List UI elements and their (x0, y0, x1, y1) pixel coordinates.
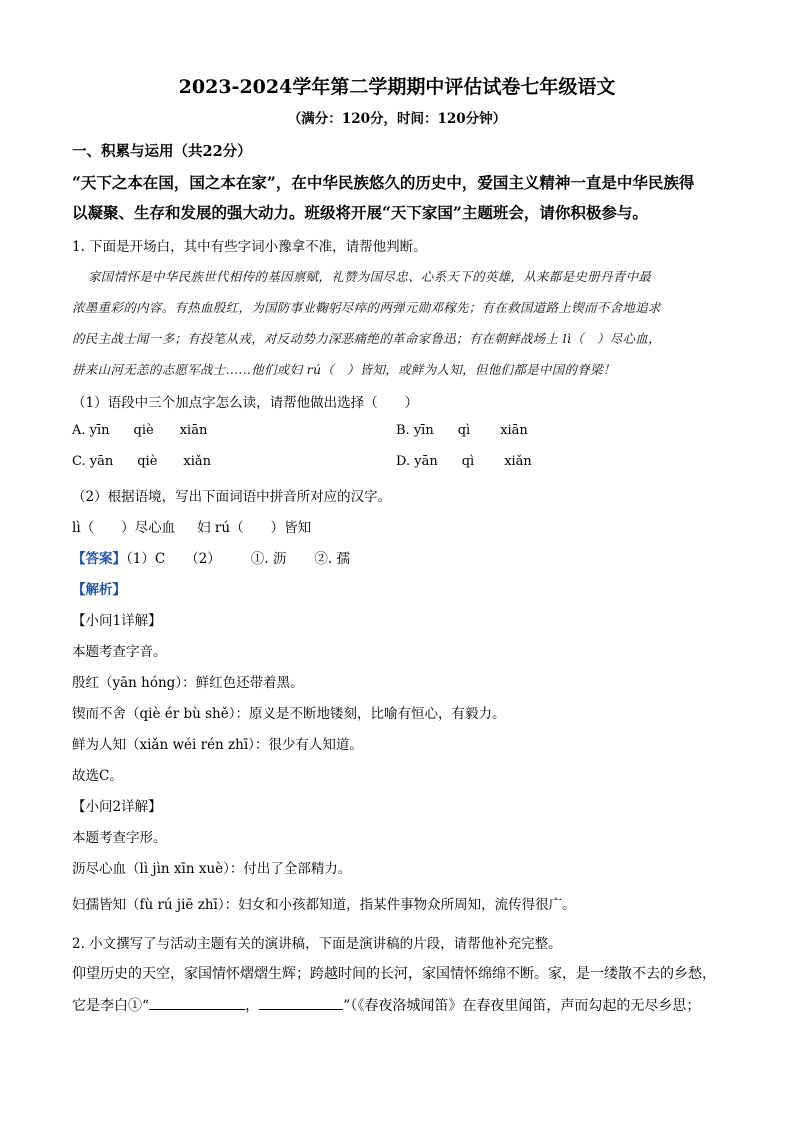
fill-blank-b: 妇 rú（ ）皆知 (197, 520, 312, 536)
speech-line-blanks: 它是李白①“ ， ”（《春夜洛城闻笛》在春夜里闻笛，声而勾起的无尽乡思； (72, 995, 700, 1015)
analysis-q1-head: 【小问1详解】 (72, 613, 162, 629)
exam-info: （满分：120分，时间：120分钟） (287, 111, 507, 127)
page-title: 2023-2024学年第二学期期中评估试卷七年级语文 (178, 76, 616, 98)
question-1-sub-2: （2）根据语境，写出下面词语中拼音所对应的汉字。 (72, 489, 392, 505)
option-d: D. yān qì xiǎn (396, 454, 532, 469)
analysis-line: 本题考查字形。 (72, 830, 167, 846)
analysis-line: 故选C。 (72, 768, 123, 784)
option-b: B. yīn qì xiān (396, 423, 528, 438)
passage-line: 浓墨重彩的内容。有热血殷红，为国防事业鞠躬尽瘁的两弹元勋邓稼先；有在救国道路上锲而不舍地追求 (72, 300, 661, 315)
passage-line: 的民主战士闻一多；有投笔从戎，对反动势力深恶痛绝的革命家鲁迅；有在朝鲜战场上 lì（ ）尽心血， (72, 331, 661, 346)
blank-1[interactable] (149, 995, 245, 1010)
analysis-line: 殷红（yān hóng）：鲜红色还带着黑。 (72, 675, 304, 691)
analysis-line: 本题考查字音。 (72, 644, 167, 660)
analysis-line: 妇孺皆知（fù rú jiē zhī）：妇女和小孩都知道，指某件事物众所周知，流传得很广。 (72, 897, 576, 913)
fill-blank-a: lì（ ）尽心血 (72, 520, 176, 536)
question-1-sub-1: （1）语段中三个加点字怎么读，请帮他做出选择（ ） (72, 395, 419, 411)
analysis-line: 沥尽心血（lì jìn xīn xuè）：付出了全部精力。 (72, 861, 352, 877)
question-2-stem: 2. 小文撰写了与活动主题有关的演讲稿，下面是演讲稿的片段，请帮他补充完整。 (72, 936, 562, 952)
blank-2[interactable] (259, 995, 343, 1010)
analysis-tag: 【解析】 (72, 582, 126, 598)
answer-line: 【答案】（1）C （2） ①. 沥 ②. 孺 (72, 551, 350, 567)
passage-line: 拼来山河无恙的志愿军战士……他们或妇 rú（ ）皆知，或鲜为人知，但他们都是中国的脊梁！ (72, 362, 616, 377)
analysis-q2-head: 【小问2详解】 (72, 799, 162, 815)
answer-tag: 【答案】 (72, 551, 126, 567)
section-heading: 一、积累与运用（共22分） (72, 143, 252, 160)
section-intro-line: “天下之本在国，国之本在家”，在中华民族悠久的历史中，爱国主义精神一直是中华民族得 (72, 173, 695, 192)
option-c: C. yān qiè xiǎn (72, 454, 212, 469)
passage-line: 家国情怀是中华民族世代相传的基因禀赋，礼赞为国尽忠、心系天下的英雄，从来都是史册丹青中最 (88, 269, 652, 284)
section-intro-line: 以凝聚、生存和发展的强大动力。班级将开展“天下家国”主题班会，请你积极参与。 (72, 203, 648, 222)
speech-line: 仰望历史的天空，家国情怀熠熠生辉；跨越时间的长河，家国情怀绵绵不断。家，是一缕散不去的乡愁， (72, 966, 716, 982)
analysis-line: 锲而不舍（qiè ér bù shě）：原义是不断地镂刻，比喻有恒心，有毅力。 (72, 706, 506, 722)
option-a: A. yīn qiè xiān (72, 423, 208, 438)
fill-blank-line (72, 516, 311, 536)
analysis-line: 鲜为人知（xiǎn wéi rén zhī）：很少有人知道。 (72, 737, 363, 753)
question-1-stem: 1. 下面是开场白，其中有些字词小豫拿不准，请帮他判断。 (72, 239, 427, 255)
